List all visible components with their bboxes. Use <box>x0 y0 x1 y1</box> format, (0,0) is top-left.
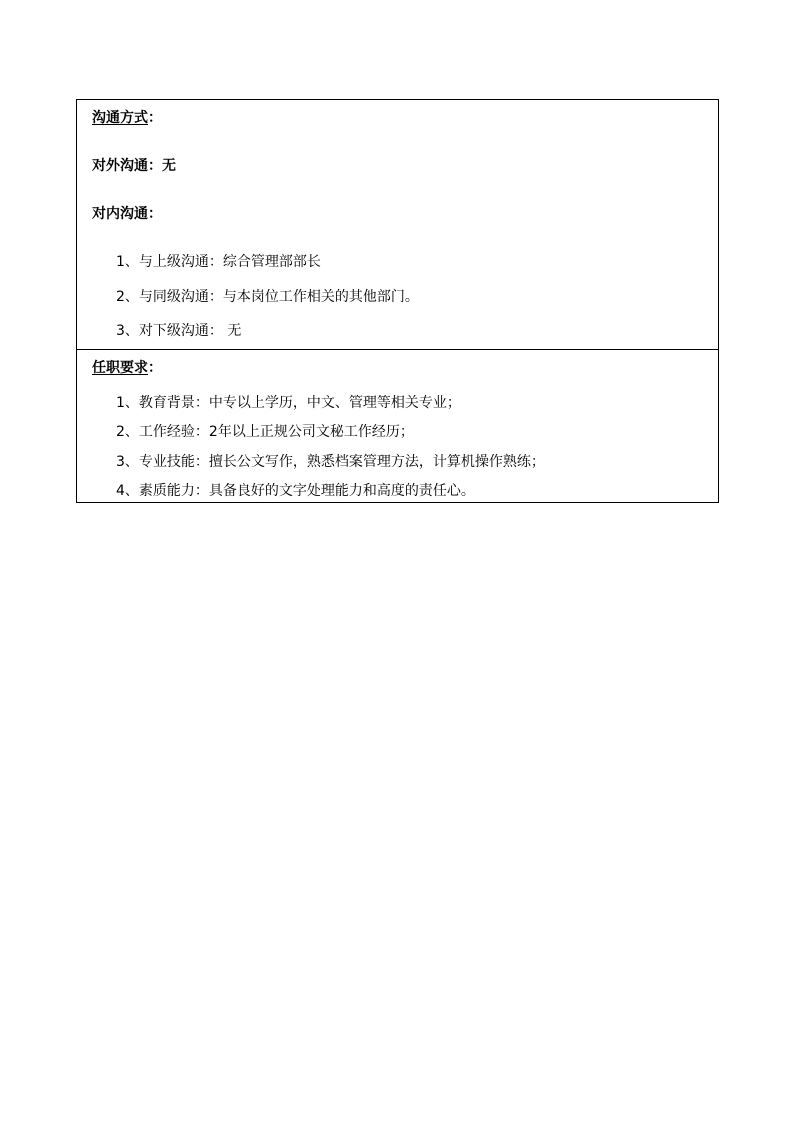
communication-heading <box>92 109 162 127</box>
internal-item-subordinate: 3、对下级沟通： 无 <box>116 323 242 339</box>
requirements-heading <box>92 359 162 377</box>
internal-item-peer: 2、与同级沟通：与本岗位工作相关的其他部门。 <box>116 289 419 305</box>
requirement-item-skills: 3、专业技能：擅长公文写作，熟悉档案管理方法，计算机操作熟练； <box>116 454 545 470</box>
internal-item-superior: 1、与上级沟通：综合管理部部长 <box>116 254 321 270</box>
external-communication-label: 对外沟通： <box>92 158 162 174</box>
requirements-heading-text: 任职要求 <box>92 360 148 376</box>
communication-section <box>77 100 718 350</box>
requirement-item-experience: 2、工作经验：2年以上正规公司文秘工作经历； <box>116 424 414 440</box>
communication-heading-colon: ： <box>148 110 162 126</box>
external-communication <box>92 157 176 175</box>
job-description-table <box>76 99 719 503</box>
external-communication-value: 无 <box>162 158 176 174</box>
internal-communication-label: 对内沟通： <box>92 206 162 222</box>
communication-heading-text: 沟通方式 <box>92 110 148 126</box>
requirements-section <box>77 350 718 502</box>
requirement-item-education: 1、教育背景：中专以上学历，中文、管理等相关专业； <box>116 395 461 411</box>
requirements-heading-colon: ： <box>148 360 162 376</box>
requirement-item-ability: 4、素质能力：具备良好的文字处理能力和高度的责任心。 <box>116 483 475 499</box>
